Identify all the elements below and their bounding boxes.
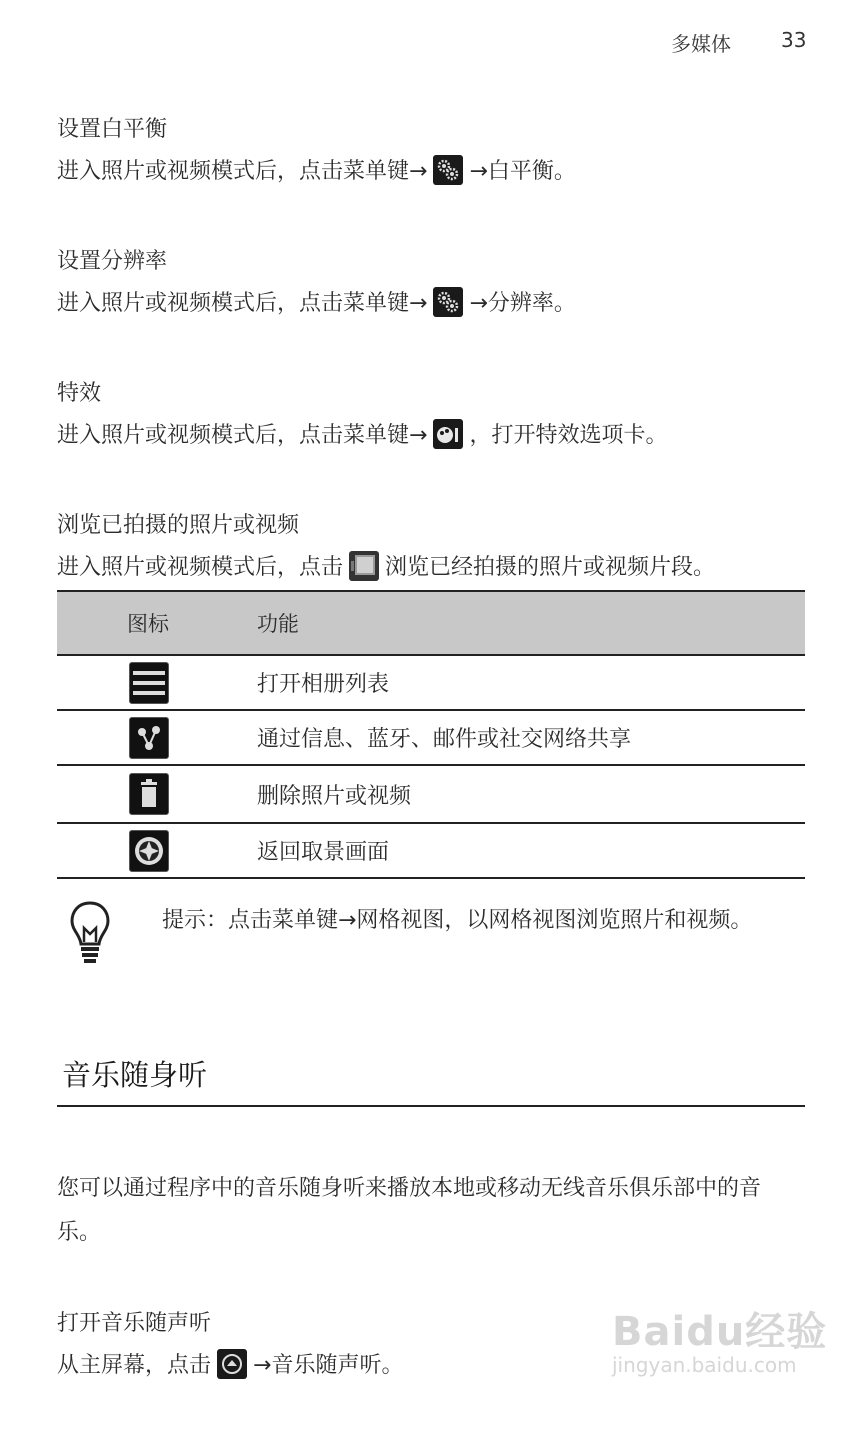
instruction-text-after: ，打开特效选项卡。: [469, 423, 668, 448]
section-heading-browse: 浏览已拍摄的照片或视频: [57, 513, 300, 538]
section-line-resolution: [57, 286, 576, 317]
section-line-effects: [57, 418, 667, 449]
instruction-text-after: →白平衡。: [469, 159, 576, 184]
section-heading-white-balance: 设置白平衡: [57, 117, 168, 142]
effects-icon: [433, 419, 463, 449]
table-row: [57, 766, 805, 824]
instruction-text-after: →分辨率。: [469, 291, 576, 316]
shutter-icon: [129, 830, 169, 872]
watermark-logo: Baidu经验: [612, 1309, 828, 1355]
menu-list-icon: [129, 662, 169, 704]
instruction-text-after: 浏览已经拍摄的照片或视频片段。: [385, 555, 716, 580]
table-header-function: 功能: [257, 612, 299, 636]
table-row: [57, 711, 805, 766]
table-row-label: 删除照片或视频: [257, 783, 412, 809]
table-row-label: 通过信息、蓝牙、邮件或社交网络共享: [257, 727, 632, 752]
instruction-text-after: →音乐随声听。: [253, 1353, 404, 1378]
tip-text: 提示：点击菜单键→网格视图，以网格视图浏览照片和视频。: [162, 908, 753, 933]
section-divider: [57, 1105, 805, 1107]
instruction-text: 进入照片或视频模式后，点击: [57, 555, 344, 580]
table-row-label: 返回取景画面: [257, 840, 390, 865]
section-line-white-balance: [57, 154, 576, 185]
table-row: [57, 656, 805, 711]
table-header-icon: 图标: [127, 612, 169, 636]
icon-function-table: [57, 590, 805, 879]
table-header: [57, 590, 805, 656]
table-row: [57, 824, 805, 879]
watermark-url: jingyan.baidu.com: [612, 1353, 797, 1377]
share-icon: [129, 717, 169, 759]
music-intro: 您可以通过程序中的音乐随身听来播放本地或移动无线音乐俱乐部中的音乐。: [57, 1176, 762, 1245]
instruction-text: 进入照片或视频模式后，点击菜单键→: [57, 291, 428, 316]
section-heading-resolution: 设置分辨率: [57, 249, 168, 274]
gear-icon: [433, 287, 463, 317]
watermark: [612, 1300, 827, 1377]
section-line-open-music: [57, 1348, 403, 1379]
lightbulb-icon: [68, 900, 112, 970]
section-heading-effects: 特效: [57, 381, 102, 406]
trash-icon: [129, 773, 169, 815]
instruction-text: 进入照片或视频模式后，点击菜单键→: [57, 159, 428, 184]
table-row-label: 打开相册列表: [257, 672, 390, 697]
instruction-text: 从主屏幕，点击: [57, 1353, 212, 1378]
thumbnail-icon: [349, 551, 379, 581]
app-launcher-icon: [217, 1349, 247, 1379]
page-number: 33: [781, 28, 807, 52]
section-line-browse: [57, 550, 715, 581]
section-heading-open-music: 打开音乐随声听: [57, 1311, 212, 1336]
header-title: 多媒体: [671, 32, 731, 56]
gear-icon: [433, 155, 463, 185]
instruction-text: 进入照片或视频模式后，点击菜单键→: [57, 423, 428, 448]
section-title-music: 音乐随身听: [62, 1058, 208, 1092]
